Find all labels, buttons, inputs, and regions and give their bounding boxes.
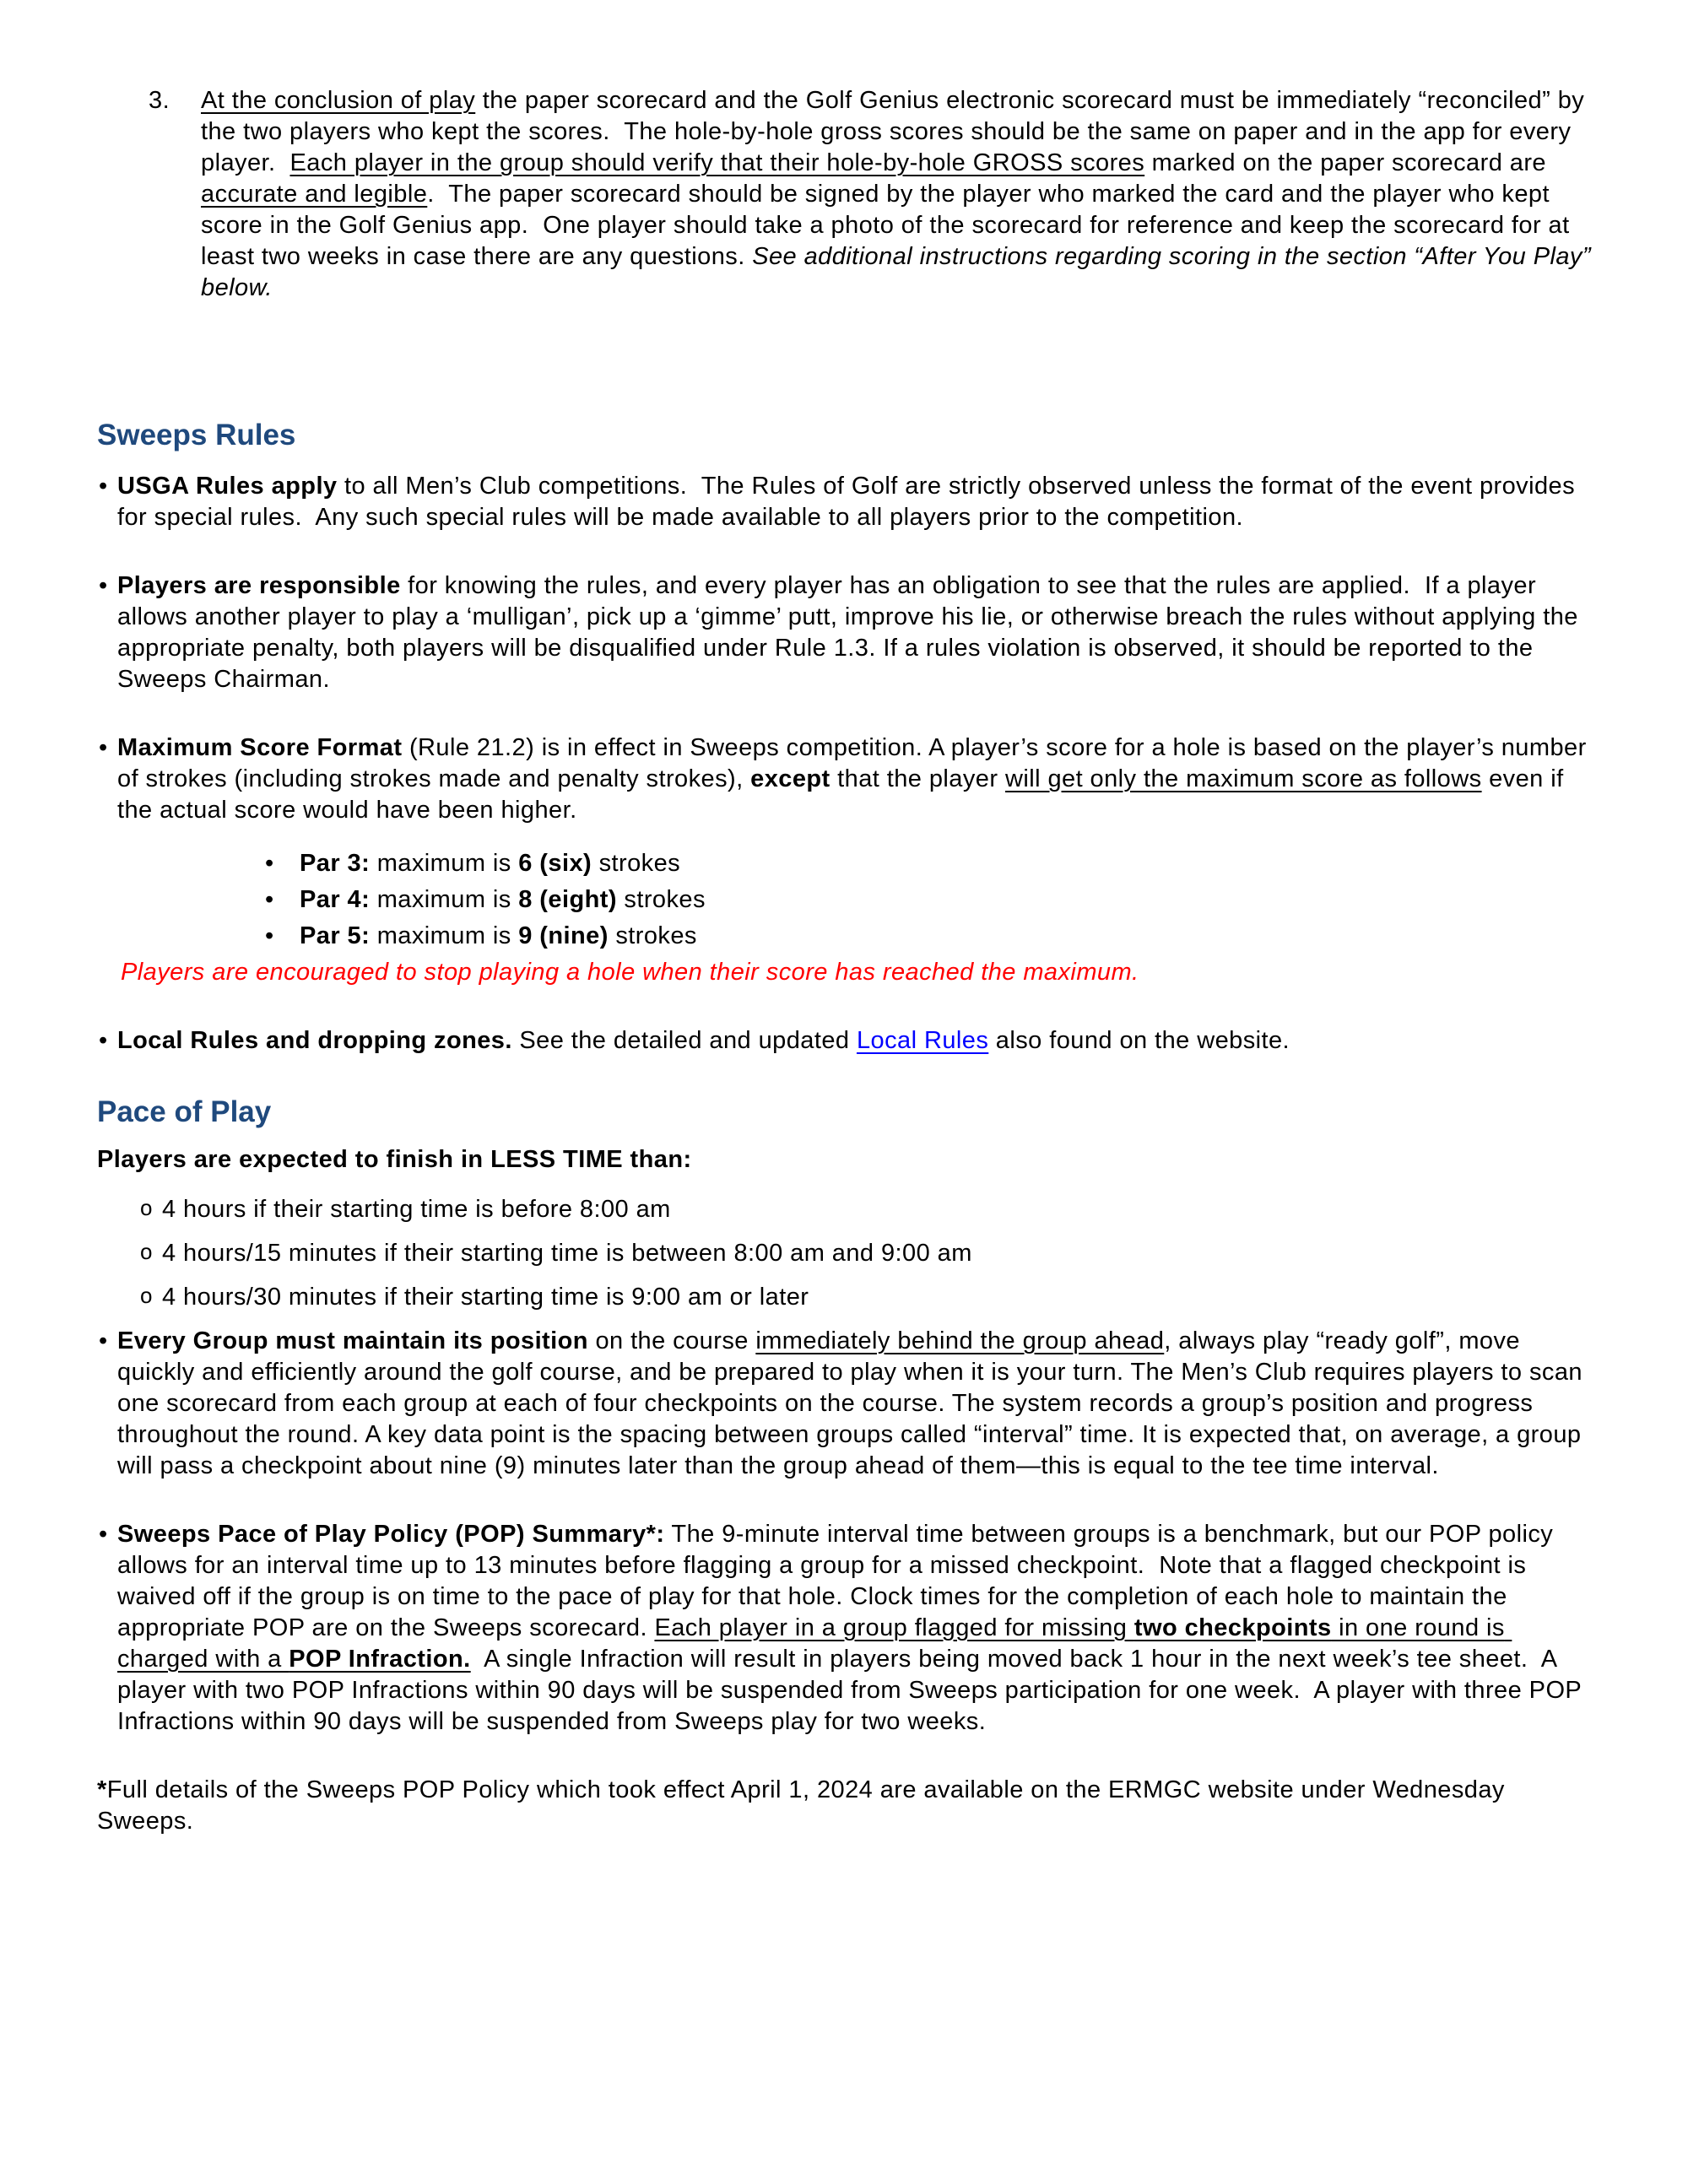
text-run: Par 4: [300, 885, 371, 913]
text-run: * [97, 1776, 107, 1803]
pace-time-8-to-9 [140, 1238, 1593, 1269]
pace-time-after-9 [140, 1282, 1593, 1313]
text-run: Sweeps Pace of Play Policy (POP) Summary*: [117, 1520, 665, 1548]
text-run: 8 (eight) [518, 885, 617, 913]
text-run: . The paper scorecard should be signed by the player who marked the card and the player who kept score in the Golf Genius app. One player should take a photo of the scorecard for reference and keep the scorecard for at least two weeks in case there are any questions. [201, 181, 1577, 270]
bullet-players-responsible [97, 570, 1593, 695]
bullet-maximum-score-format-text [117, 733, 1593, 826]
pop-policy-footnote [97, 1775, 1593, 1837]
pace-time-before-8-text: 4 hours if their starting time is before 8:00 am [162, 1195, 671, 1223]
text-run: USGA Rules apply [117, 472, 338, 500]
text-run: 9 (nine) [518, 922, 609, 949]
bullet-icon: • [99, 1327, 108, 1354]
item3-text [201, 85, 1599, 304]
text-run: two checkpoints [1133, 1614, 1332, 1641]
pace-time-8-to-9-text: 4 hours/15 minutes if their starting time is between 8:00 am and 9:00 am [162, 1239, 972, 1267]
text-run: marked on the paper scorecard are [1144, 149, 1554, 176]
text-run: the paper scorecard and the Golf Genius electronic scorecard must be immediately “reconciled” by the two players who kept the scores. The hole-by-hole gross scores should be the same on paper and in the app for every player. [201, 87, 1592, 176]
sub-bullet-par-3-text [300, 848, 1593, 879]
bullet-icon: • [265, 885, 274, 913]
pace-intro: Players are expected to finish in LESS TIME than: [97, 1145, 692, 1173]
bullet-pop-summary [97, 1519, 1593, 1738]
bullet-players-responsible-text [117, 570, 1593, 695]
text-run: strokes [616, 885, 706, 913]
sub-bullet-par-5 [262, 921, 1593, 952]
text-run: on the course [587, 1327, 756, 1354]
text-run: At the conclusion of play [201, 87, 476, 114]
text-run: maximum is [370, 885, 519, 913]
local-rules-link[interactable]: Local Rules [856, 1026, 989, 1054]
sub-bullet-par-5-text [300, 921, 1593, 952]
sub-bullet-par-4 [262, 884, 1593, 916]
text-run: Par 3: [300, 849, 371, 877]
text-run: in one round is charged with a [117, 1614, 1512, 1673]
text-run: , always play “ready golf”, move quickly and efficiently around the golf course, and be prepared to play when it is your turn. The Men’s Club requires players to scan one scorecard from each group at each of four checkpoints on the course. The system records a group’s position and progress throughout the round. A key data point is the spacing between groups called “interval” time. It is expected that, on average, a group will pass a checkpoint about nine (9) minutes later than the group ahead of them—this is equal to the tee time interval. [117, 1327, 1590, 1479]
bullet-icon: • [265, 849, 274, 877]
pace-of-play-heading: Pace of Play [97, 1095, 272, 1128]
sub-bullet-par-3 [262, 848, 1593, 879]
bullet-pop-summary-text [117, 1519, 1593, 1738]
text-run: (Rule 21.2) is in effect in Sweeps competition. A player’s score for a hole is based on the player’s number of strokes (including strokes made and penalty strokes), [117, 733, 1594, 792]
bullet-usga-rules [97, 471, 1593, 533]
text-run: for knowing the rules, and every player has an obligation to see that the rules are applied. If a player allows another player to play a ‘mulligan’, pick up a ‘gimme’ putt, improve his lie, or otherwise breach the rules without applying the appropriate penalty, both players will be disqualified under Rule 1.3. If a rules violation is observed, it should be reported to the Sweeps Chairman. [117, 571, 1586, 693]
text-run: to all Men’s Club competitions. The Rules of Golf are strictly observed unless the format of the event provides for special rules. Any such special rules will be made available to all players prior to the competition. [117, 472, 1582, 531]
text-run: Players are responsible [117, 571, 401, 599]
text-run: Every Group must maintain its position [117, 1327, 588, 1354]
bullet-usga-rules-text [117, 471, 1593, 533]
circle-bullet-icon: o [140, 1238, 153, 1264]
text-run: Local Rules and dropping zones. [117, 1026, 512, 1054]
text-run: maximum is [370, 849, 519, 877]
text-run: Full details of the Sweeps POP Policy which took effect April 1, 2024 are available on the ERMGC website under Wednesday Sweeps. [97, 1776, 1512, 1835]
pace-time-after-9-text: 4 hours/30 minutes if their starting time is 9:00 am or later [162, 1283, 809, 1311]
text-run: accurate and legible [201, 181, 428, 208]
pace-time-before-8 [140, 1194, 1593, 1225]
item-number: 3. [149, 87, 170, 114]
text-run: The 9-minute interval time between groups is a benchmark, but our POP policy allows for an interval time up to 13 minutes before flagging a group for a missed checkpoint. Note that a flagged checkpoint is waived off if the group is on time to the pace of play for that hole. Clock times for the completion of each hole to maintain the appropriate POP are on the Sweeps scorecard. [117, 1520, 1561, 1641]
text-run: A single Infraction will result in players being moved back 1 hour in the next week’s tee sheet. A player with two POP Infractions within 90 days will be suspended from Sweeps participation for one week. A player with three POP Infractions within 90 days will be suspended from Sweeps play for two weeks. [117, 1645, 1589, 1735]
red-italic-note: Players are encouraged to stop playing a hole when their score has reached the maximum. [121, 958, 1139, 986]
text-run: will get only the maximum score as follows [1004, 765, 1482, 792]
text-run: even if the actual score would have been higher. [117, 765, 1572, 824]
text-run: immediately behind the group ahead [755, 1327, 1165, 1354]
text-run: Maximum Score Format [117, 733, 403, 761]
text-run: Par 5: [300, 922, 371, 949]
bullet-icon: • [265, 922, 274, 949]
text-run: strokes [592, 849, 681, 877]
text-run: also found on the website. [988, 1026, 1290, 1054]
bullet-local-rules [97, 1025, 1593, 1057]
bullet-icon: • [99, 733, 108, 761]
text-run: maximum is [370, 922, 519, 949]
text-run: that the player [830, 765, 1005, 792]
sweeps-rules-heading: Sweeps Rules [97, 419, 296, 451]
text-run: POP Infraction. [289, 1645, 471, 1673]
text-run: Each player in the group should verify that their hole-by-hole GROSS scores [289, 149, 1145, 176]
bullet-maximum-score-format [97, 733, 1593, 826]
numbered-item-3 [97, 85, 1599, 304]
bullet-icon: • [99, 1026, 108, 1054]
bullet-icon: • [99, 571, 108, 599]
text-run: except [750, 765, 830, 792]
bullet-every-group [97, 1326, 1593, 1482]
text-run: Each player in a group flagged for missing [654, 1614, 1134, 1641]
circle-bullet-icon: o [140, 1282, 153, 1308]
bullet-icon: • [99, 472, 108, 500]
text-run: strokes [608, 922, 697, 949]
bullet-every-group-text [117, 1326, 1593, 1482]
text-run: See additional instructions regarding scoring in the section “After You Play” below. [201, 243, 1599, 301]
sub-bullet-par-4-text [300, 884, 1593, 916]
text-run: See the detailed and updated [511, 1026, 857, 1054]
bullet-local-rules-text [117, 1025, 1593, 1057]
circle-bullet-icon: o [140, 1194, 153, 1220]
text-run: 6 (six) [518, 849, 592, 877]
bullet-icon: • [99, 1520, 108, 1548]
